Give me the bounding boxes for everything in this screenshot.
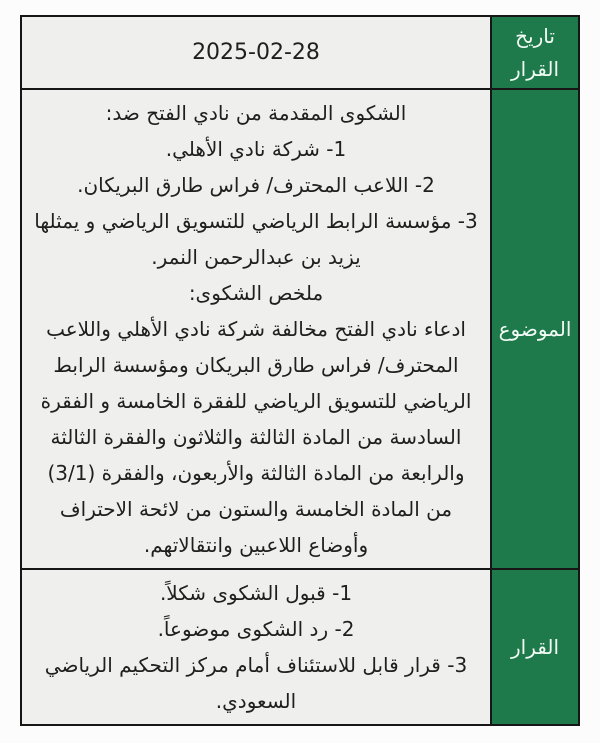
decision-content bbox=[21, 569, 491, 725]
decision-date-value: 2025-02-28 bbox=[21, 16, 491, 89]
subject-line-party-2: 2- اللاعب المحترف/ فراس طارق البريكان. bbox=[77, 173, 435, 197]
decision-date-label: تاريخ القرار bbox=[491, 16, 579, 89]
decision-label: القرار bbox=[491, 569, 579, 725]
decision-table bbox=[20, 15, 580, 726]
subject-line-party-3: 3- مؤسسة الرابط الرياضي للتسويق الرياضي و يمثلها يزيد بن عبدالرحمن النمر. bbox=[34, 209, 478, 269]
row-subject bbox=[21, 89, 579, 569]
subject-line-summary-body: ادعاء نادي الفتح مخالفة شركة نادي الأهلي واللاعب المحترف/ فراس طارق البريكان ومؤسسة الرابط الرياضي للتسويق الرياضي للفقرة الخامسة و الفقرة السادسة من المادة الثالثة والثلاثون والفقرة الثالثة والرابعة من المادة الثالثة والأربعون، والفقرة (3/1) من المادة الخامسة والستون من لائحة الاحتراف وأوضاع اللاعبين وانتقالاتهم. bbox=[40, 317, 472, 557]
subject-line-intro: الشكوى المقدمة من نادي الفتح ضد: bbox=[105, 101, 407, 125]
subject-line-party-1: 1- شركة نادي الأهلي. bbox=[165, 137, 347, 161]
row-decision-date bbox=[21, 16, 579, 89]
decision-line-3: 3- قرار قابل للاستئناف أمام مركز التحكيم الرياضي السعودي. bbox=[44, 653, 468, 713]
subject-label: الموضوع bbox=[491, 89, 579, 569]
decision-line-1: 1- قبول الشكوى شكلاً. bbox=[159, 581, 353, 605]
subject-line-summary-heading: ملخص الشكوى: bbox=[188, 281, 324, 305]
decision-line-2: 2- رد الشكوى موضوعاً. bbox=[157, 617, 355, 641]
row-decision bbox=[21, 569, 579, 725]
subject-content bbox=[21, 89, 491, 569]
